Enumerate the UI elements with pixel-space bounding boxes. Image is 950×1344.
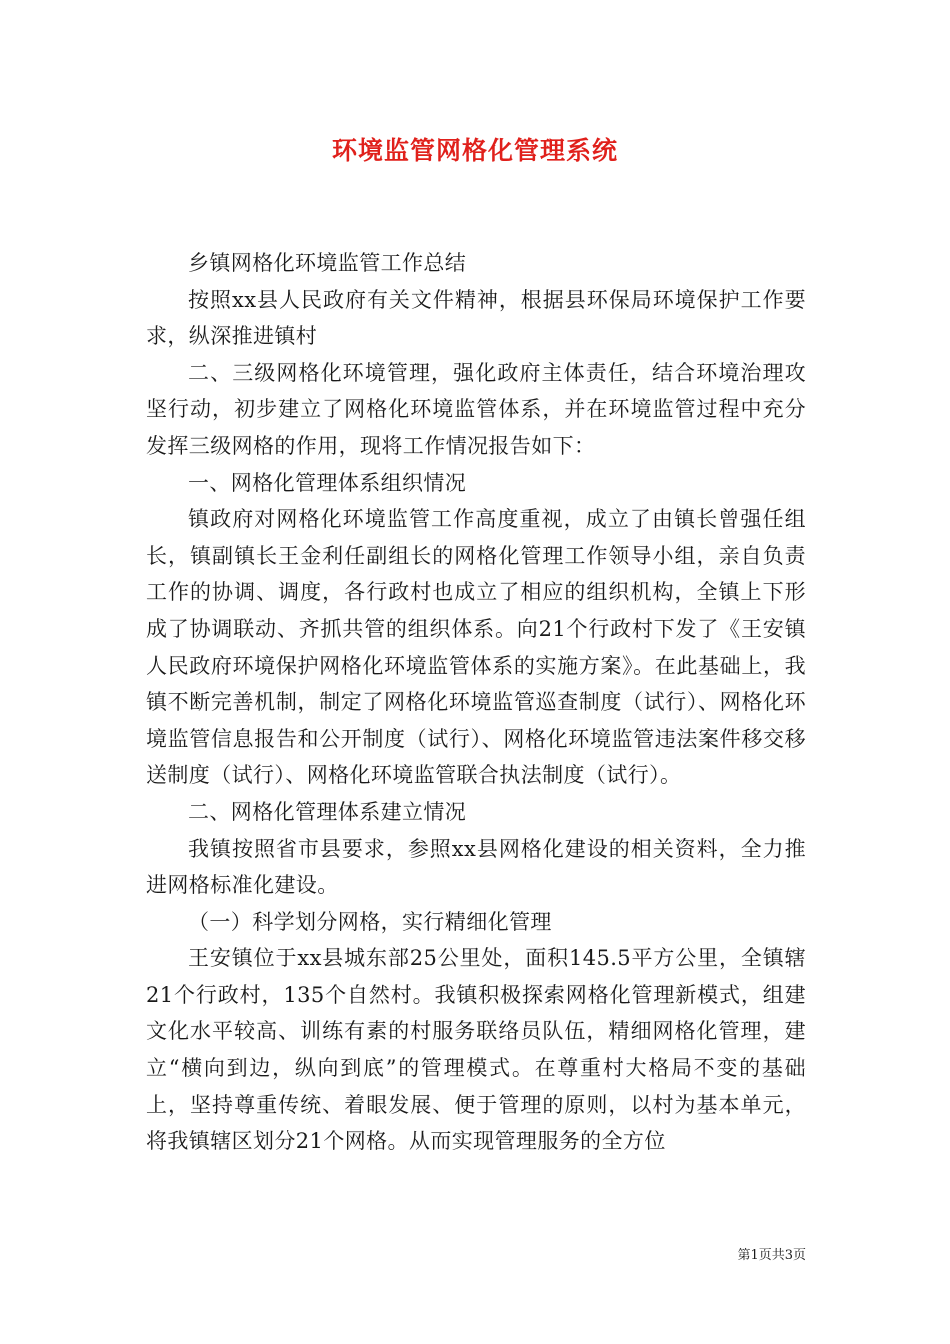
paragraph-grid-division: 王安镇位于xx县城东部25公里处，面积145.5平方公里，全镇辖21个行政村，135个自然村。我镇积极探索网格化管理新模式，组建文化水平较高、训练有素的村服务联络员队伍，精细网格化管理，建立“横向到边，纵向到底”的管理模式。在尊重村大格局不变的基础上，坚持尊重传统、着眼发展、便于管理的原则，以村为基本单元，将我镇辖区划分21个网格。从而实现管理服务的全方位 — [146, 946, 806, 1154]
section-heading-establishment: 二、网格化管理体系建立情况 — [188, 799, 467, 824]
subsection-heading-grid-division: （一）科学划分网格，实行精细化管理 — [188, 909, 552, 934]
document-title: 环境监管网格化管理系统 — [331, 136, 618, 165]
paragraph-establishment: 我镇按照省市县要求，参照xx县网格化建设的相关资料，全力推进网格标准化建设。 — [146, 836, 806, 898]
section-heading-organization: 一、网格化管理体系组织情况 — [188, 470, 467, 495]
page-number: 第1页共3页 — [737, 1248, 806, 1263]
paragraph-intro: 按照xx县人民政府有关文件精神，根据县环保局环境保护工作要求，纵深推进镇村 — [146, 287, 806, 349]
document-body — [146, 245, 806, 1160]
paragraph-summary-heading: 乡镇网格化环境监管工作总结 — [188, 251, 467, 275]
paragraph-intro-continued: 二、三级网格化环境管理，强化政府主体责任，结合环境治理攻坚行动，初步建立了网格化环境监管体系，并在环境监管过程中充分发挥三级网格的作用，现将工作情况报告如下： — [146, 360, 806, 458]
paragraph-organization: 镇政府对网格化环境监管工作高度重视，成立了由镇长曾强任组长，镇副镇长王金利任副组长的网格化管理工作领导小组，亲自负责工作的协调、调度，各行政村也成立了相应的组织机构，全镇上下形成了协调联动、齐抓共管的组织体系。向21个行政村下发了《王安镇人民政府环境保护网格化环境监管体系的实施方案》。在此基础上，我镇不断完善机制，制定了网格化环境监管巡查制度（试行）、网格化环境监管信息报告和公开制度（试行）、网格化环境监管违法案件移交移送制度（试行）、网格化环境监管联合执法制度（试行）。 — [146, 507, 806, 788]
